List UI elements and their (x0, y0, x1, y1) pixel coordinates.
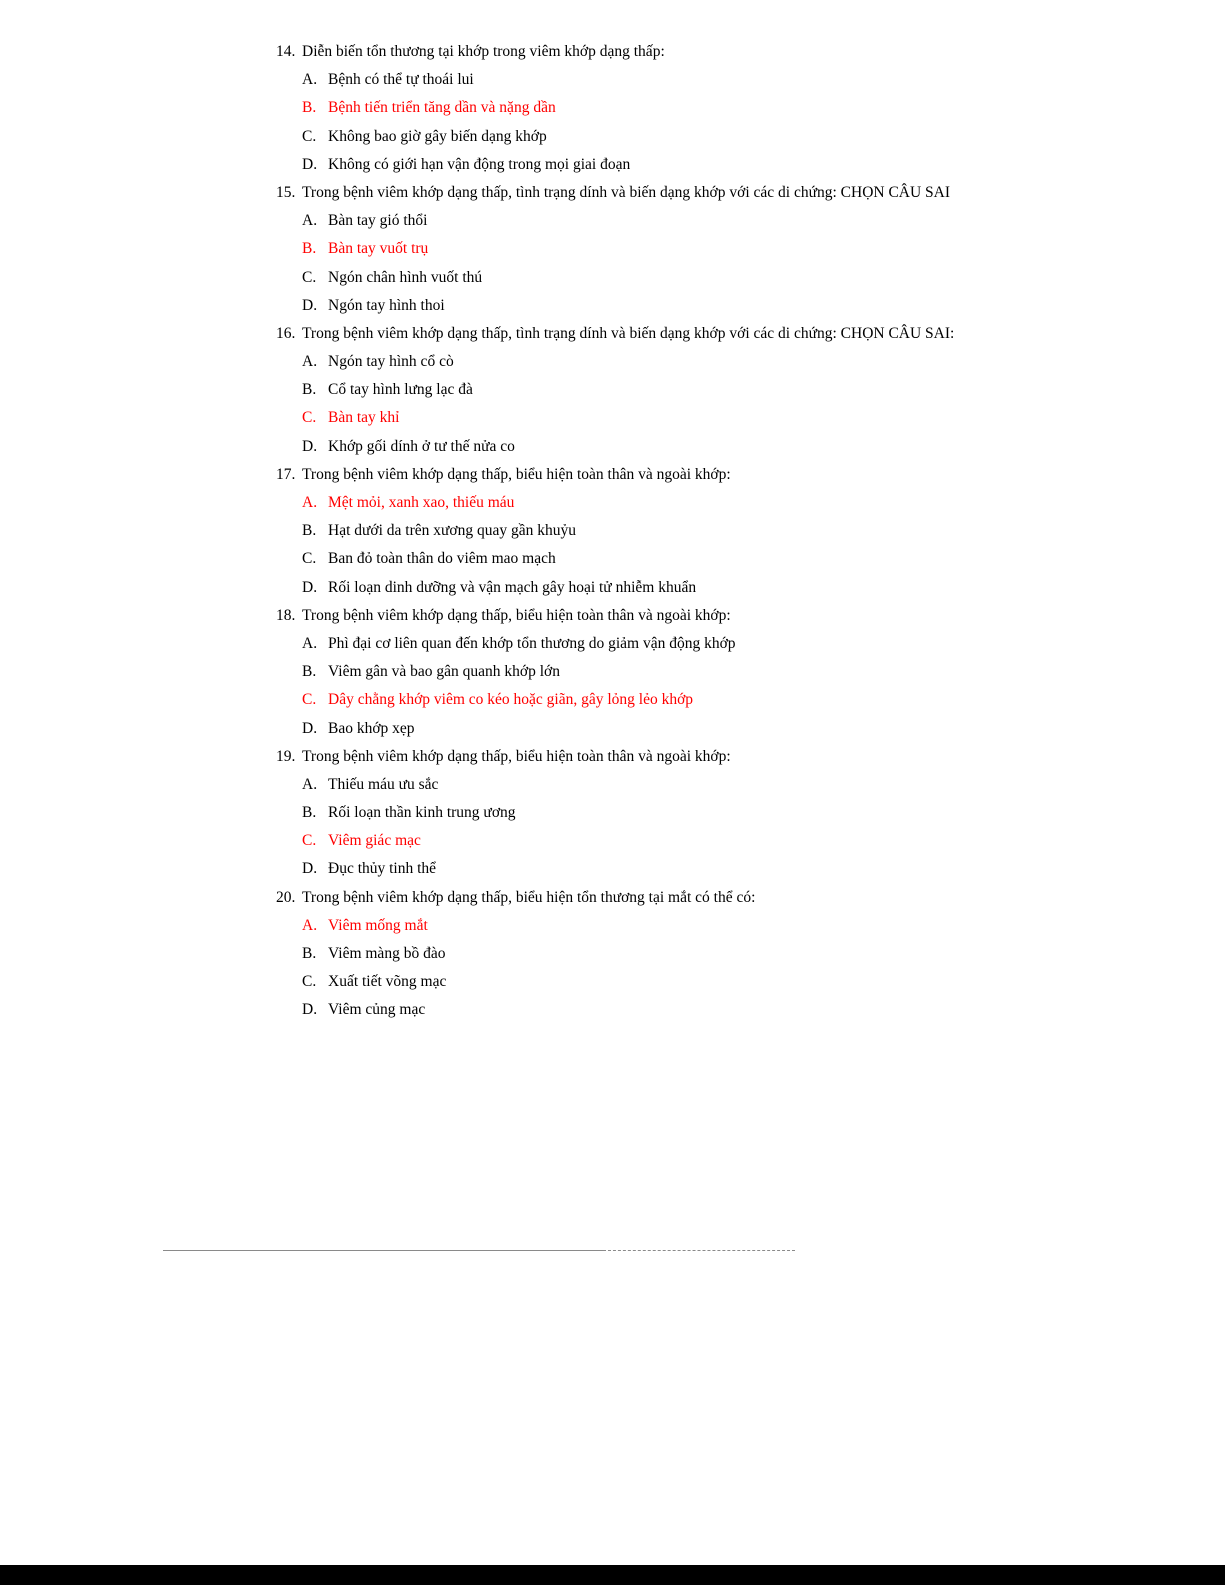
option-text: Phì đại cơ liên quan đến khớp tổn thương do giảm vận động khớp (328, 634, 736, 652)
option-letter: C. (302, 691, 317, 709)
option-text: Rối loạn dinh dưỡng và vận mạch gây hoại tử nhiễm khuẩn (328, 578, 697, 596)
answer-option (276, 715, 1036, 743)
option-text: Không bao giờ gây biến dạng khớp (328, 127, 547, 145)
option-text: Ngón tay hình cổ cò (328, 353, 454, 371)
question-number: 19. (276, 747, 296, 765)
footer-separator-line (163, 1250, 795, 1251)
question-16 (276, 320, 1036, 348)
option-letter: D. (302, 155, 318, 173)
question-text: Diễn biến tổn thương tại khớp trong viêm khớp dạng thấp: (302, 43, 665, 60)
question-14 (276, 38, 1036, 66)
answer-option (276, 771, 1036, 799)
option-text: Ngón chân hình vuốt thú (328, 268, 483, 286)
answer-option (276, 66, 1036, 94)
option-text: Viêm gân và bao gân quanh khớp lớn (328, 663, 560, 681)
answer-option (276, 996, 1036, 1024)
option-text: Ngón tay hình thoi (328, 296, 445, 314)
answer-option (276, 376, 1036, 404)
option-text: Bao khớp xẹp (328, 719, 415, 737)
answer-option (276, 940, 1036, 968)
option-letter: C. (302, 832, 317, 850)
question-text: Trong bệnh viêm khớp dạng thấp, tình trạng dính và biến dạng khớp với các di chứng: CHỌN CÂU SAI: (302, 324, 955, 342)
option-text: Bàn tay khỉ (328, 409, 400, 427)
option-letter: A. (302, 916, 318, 934)
question-number: 16. (276, 324, 296, 342)
option-letter: A. (302, 775, 318, 793)
option-letter: C. (302, 409, 317, 427)
option-letter: C. (302, 550, 317, 568)
option-letter: B. (302, 240, 317, 258)
option-letter: B. (302, 381, 317, 399)
correct-answer-option (276, 827, 1036, 855)
option-letter: D. (302, 578, 318, 596)
option-text: Viêm mống mắt (328, 916, 428, 934)
answer-option (276, 151, 1036, 179)
option-text: Không có giới hạn vận động trong mọi giai đoạn (328, 155, 631, 173)
option-text: Ban đỏ toàn thân do viêm mao mạch (328, 550, 556, 568)
answer-option (276, 545, 1036, 573)
question-text: Trong bệnh viêm khớp dạng thấp, biểu hiện toàn thân và ngoài khớp: (302, 606, 731, 624)
option-letter: B. (302, 804, 317, 822)
option-letter: A. (302, 71, 318, 89)
question-19 (276, 743, 1036, 771)
answer-option (276, 123, 1036, 151)
answer-option (276, 968, 1036, 996)
question-text: Trong bệnh viêm khớp dạng thấp, biểu hiện toàn thân và ngoài khớp: (302, 747, 731, 765)
option-text: Bàn tay vuốt trụ (328, 240, 429, 258)
option-letter: C. (302, 127, 317, 145)
question-number: 15. (276, 183, 296, 201)
option-letter: D. (302, 437, 318, 455)
option-text: Thiếu máu ưu sắc (328, 775, 439, 793)
answer-option (276, 799, 1036, 827)
answer-option (276, 855, 1036, 883)
option-text: Mệt mỏi, xanh xao, thiếu máu (328, 494, 515, 511)
footer-separator-dashes (603, 1250, 795, 1251)
option-letter: D. (302, 1001, 318, 1019)
option-text: Bàn tay gió thổi (328, 212, 428, 230)
option-text: Viêm củng mạc (328, 1001, 426, 1019)
option-text: Bệnh tiến triển tăng dần và nặng dần (328, 99, 556, 117)
option-text: Hạt dưới da trên xương quay gần khuỷu (328, 522, 576, 540)
option-letter: A. (302, 212, 318, 230)
question-17 (276, 461, 1036, 489)
question-number: 20. (276, 888, 296, 906)
option-text: Khớp gối dính ở tư thế nửa co (328, 437, 515, 455)
option-letter: C. (302, 268, 317, 286)
answer-option (276, 574, 1036, 602)
question-text: Trong bệnh viêm khớp dạng thấp, biểu hiện toàn thân và ngoài khớp: (302, 465, 731, 483)
question-number: 14. (276, 43, 296, 60)
option-text: Rối loạn thần kinh trung ương (328, 804, 516, 822)
correct-answer-option (276, 686, 1036, 714)
option-letter: B. (302, 663, 317, 681)
question-number: 17. (276, 465, 296, 483)
answer-option (276, 292, 1036, 320)
option-letter: B. (302, 945, 317, 962)
option-text: Đục thủy tinh thể (328, 860, 437, 878)
option-text: Bệnh có thể tự thoái lui (328, 71, 474, 89)
answer-option (276, 630, 1036, 658)
option-letter: A. (302, 634, 318, 652)
question-text: Trong bệnh viêm khớp dạng thấp, tình trạng dính và biến dạng khớp với các di chứng: CHỌN CÂU SAI (302, 183, 951, 201)
question-text: Trong bệnh viêm khớp dạng thấp, biểu hiện tổn thương tại mắt có thể có: (302, 888, 756, 906)
answer-option (276, 207, 1036, 235)
question-15 (276, 179, 1036, 207)
option-text: Dây chằng khớp viêm co kéo hoặc giãn, gây lỏng lẻo khớp (328, 691, 694, 709)
option-letter: B. (302, 522, 317, 540)
option-letter: A. (302, 494, 318, 511)
option-letter: D. (302, 860, 318, 878)
correct-answer-option (276, 94, 1036, 122)
option-letter: A. (302, 353, 318, 371)
answer-option (276, 517, 1036, 545)
page-bottom-edge (0, 1565, 1225, 1585)
answer-option (276, 658, 1036, 686)
correct-answer-option (276, 404, 1036, 432)
option-text: Viêm màng bồ đào (328, 945, 446, 962)
option-letter: D. (302, 296, 318, 314)
answer-option (276, 264, 1036, 292)
question-list (276, 38, 1036, 1025)
option-letter: D. (302, 719, 318, 737)
option-text: Cổ tay hình lưng lạc đà (328, 381, 473, 399)
option-letter: B. (302, 99, 317, 117)
answer-option (276, 433, 1036, 461)
option-text: Xuất tiết võng mạc (328, 973, 447, 991)
correct-answer-option (276, 489, 1036, 517)
option-text: Viêm giác mạc (328, 832, 421, 850)
answer-option (276, 348, 1036, 376)
question-number: 18. (276, 606, 296, 624)
option-letter: C. (302, 973, 317, 991)
correct-answer-option (276, 235, 1036, 263)
question-20 (276, 884, 1036, 912)
correct-answer-option (276, 912, 1036, 940)
question-18 (276, 602, 1036, 630)
